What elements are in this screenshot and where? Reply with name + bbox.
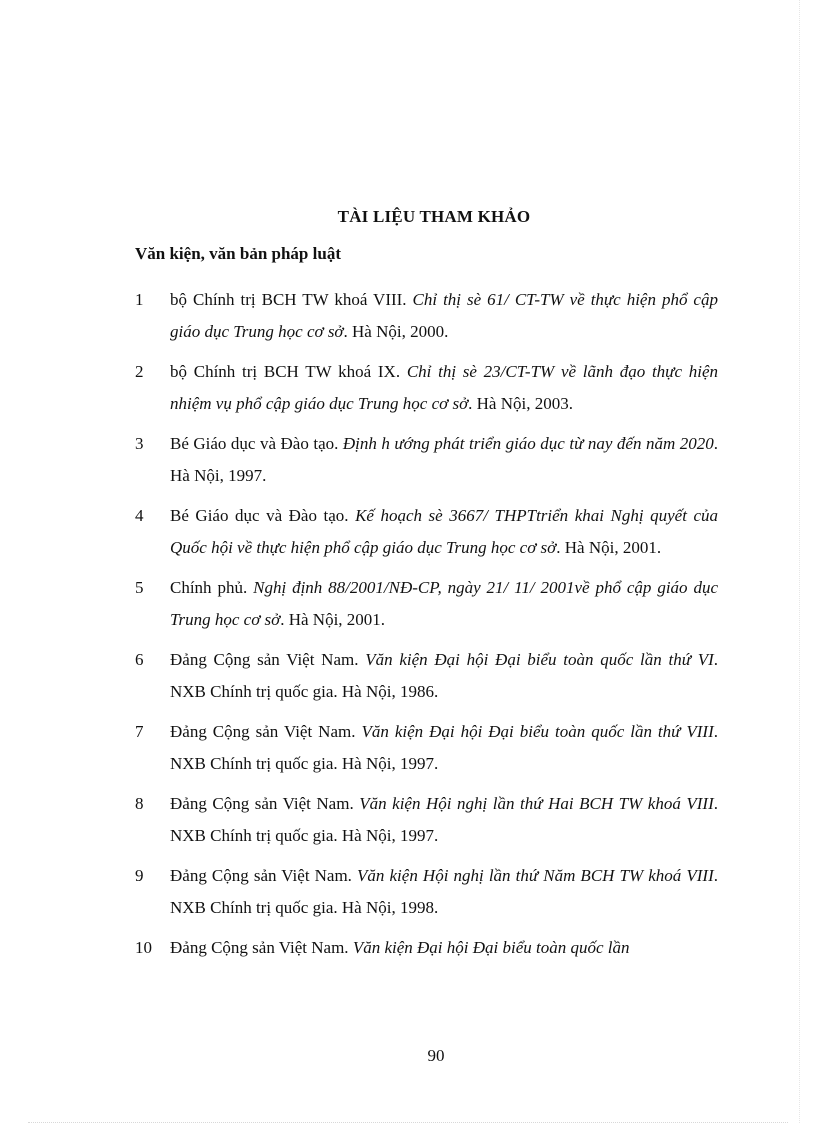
reference-title: Định h ướng phát triển giáo dục từ nay đến năm 2020: [342, 434, 714, 453]
reference-author: Đảng Cộng sản Việt Nam.: [170, 722, 362, 741]
reference-text: [170, 500, 718, 564]
reference-number: 9: [135, 866, 144, 885]
reference-publication: . Hà Nội, 2000.: [343, 322, 449, 341]
reference-item-5: [135, 572, 718, 644]
reference-author: Đảng Cộng sản Việt Nam.: [170, 794, 360, 813]
reference-title: Chỉ thị sè 61/ CT-TW về thực hiện phổ cập giáo dục Trung học cơ sở: [170, 290, 718, 341]
reference-title: Văn kiện Hội nghị lần thứ Hai BCH TW khoá VIII: [359, 794, 714, 813]
reference-publication: . NXB Chính trị quốc gia. Hà Nội, 1986.: [170, 650, 718, 701]
reference-title: Văn kiện Hội nghị lần thứ Năm BCH TW khoá VIII: [357, 866, 714, 885]
reference-list: [135, 284, 718, 1004]
reference-publication: . Hà Nội, 2001.: [556, 538, 662, 557]
reference-item-2: [135, 356, 718, 428]
reference-text: [170, 860, 718, 924]
reference-author: bộ Chính trị BCH TW khoá IX.: [170, 362, 407, 381]
reference-item-7: [135, 716, 718, 788]
reference-publication: . NXB Chính trị quốc gia. Hà Nội, 1998.: [170, 866, 718, 917]
reference-number: 5: [135, 578, 144, 597]
reference-item-3: [135, 428, 718, 500]
reference-publication: . Hà Nội, 2001.: [280, 610, 386, 629]
reference-number: 7: [135, 722, 144, 741]
reference-number: 4: [135, 506, 144, 525]
reference-title: Nghị định 88/2001/NĐ-CP, ngày 21/ 11/ 2001về phổ cập giáo dục Trung học cơ sở: [170, 578, 718, 629]
reference-item-6: [135, 644, 718, 716]
reference-number: 10: [135, 938, 152, 957]
reference-publication: . Hà Nội, 2003.: [468, 394, 573, 413]
reference-publication: . NXB Chính trị quốc gia. Hà Nội, 1997.: [170, 722, 719, 773]
reference-item-4: [135, 500, 718, 572]
reference-author: Đảng Cộng sản Việt Nam.: [170, 938, 353, 957]
page-title: TÀI LIỆU THAM KHẢO: [337, 207, 531, 226]
reference-item-10: [135, 932, 718, 1004]
reference-title: Chỉ thị sè 23/CT-TW về lãnh đạo thực hiện nhiệm vụ phổ cập giáo dục Trung học cơ sở: [170, 362, 718, 413]
reference-text: [170, 788, 718, 852]
reference-author: Bé Giáo dục và Đào tạo.: [170, 434, 343, 453]
reference-number: 6: [135, 650, 144, 669]
reference-text: [170, 644, 718, 708]
reference-text: [170, 356, 718, 420]
reference-text: [170, 932, 718, 964]
page-number: 90: [427, 1046, 445, 1065]
page-right-border: [799, 0, 800, 1123]
reference-number: 3: [135, 434, 144, 453]
reference-text: [170, 428, 718, 492]
reference-title: Kế hoạch sè 3667/ THPTtriển khai Nghị quyết của Quốc hội về thực hiện phổ cập giáo dục Trung học cơ sở: [170, 506, 718, 557]
reference-title: Văn kiện Đại hội Đại biểu toàn quốc lần: [352, 938, 630, 957]
reference-item-9: [135, 860, 718, 932]
reference-author: Bé Giáo dục và Đào tạo.: [170, 506, 356, 525]
reference-item-1: [135, 284, 718, 356]
reference-author: bộ Chính trị BCH TW khoá VIII.: [170, 290, 413, 309]
reference-number: 8: [135, 794, 144, 813]
reference-text: [170, 284, 718, 348]
reference-title: Văn kiện Đại hội Đại biểu toàn quốc lần thứ VIII: [361, 722, 714, 741]
reference-number: 2: [135, 362, 144, 381]
reference-author: Đảng Cộng sản Việt Nam.: [170, 866, 358, 885]
reference-number: 1: [135, 290, 144, 309]
reference-text: [170, 572, 718, 636]
reference-text: [170, 716, 718, 780]
reference-item-8: [135, 788, 718, 860]
reference-publication: . Hà Nội, 1997.: [170, 434, 718, 485]
reference-title: Văn kiện Đại hội Đại biểu toàn quốc lần thứ VI: [365, 650, 714, 669]
reference-author: Chính phủ.: [170, 578, 254, 597]
reference-author: Đảng Cộng sản Việt Nam.: [170, 650, 366, 669]
section-heading: Văn kiện, văn bản pháp luật: [135, 244, 341, 263]
reference-publication: . NXB Chính trị quốc gia. Hà Nội, 1997.: [170, 794, 718, 845]
